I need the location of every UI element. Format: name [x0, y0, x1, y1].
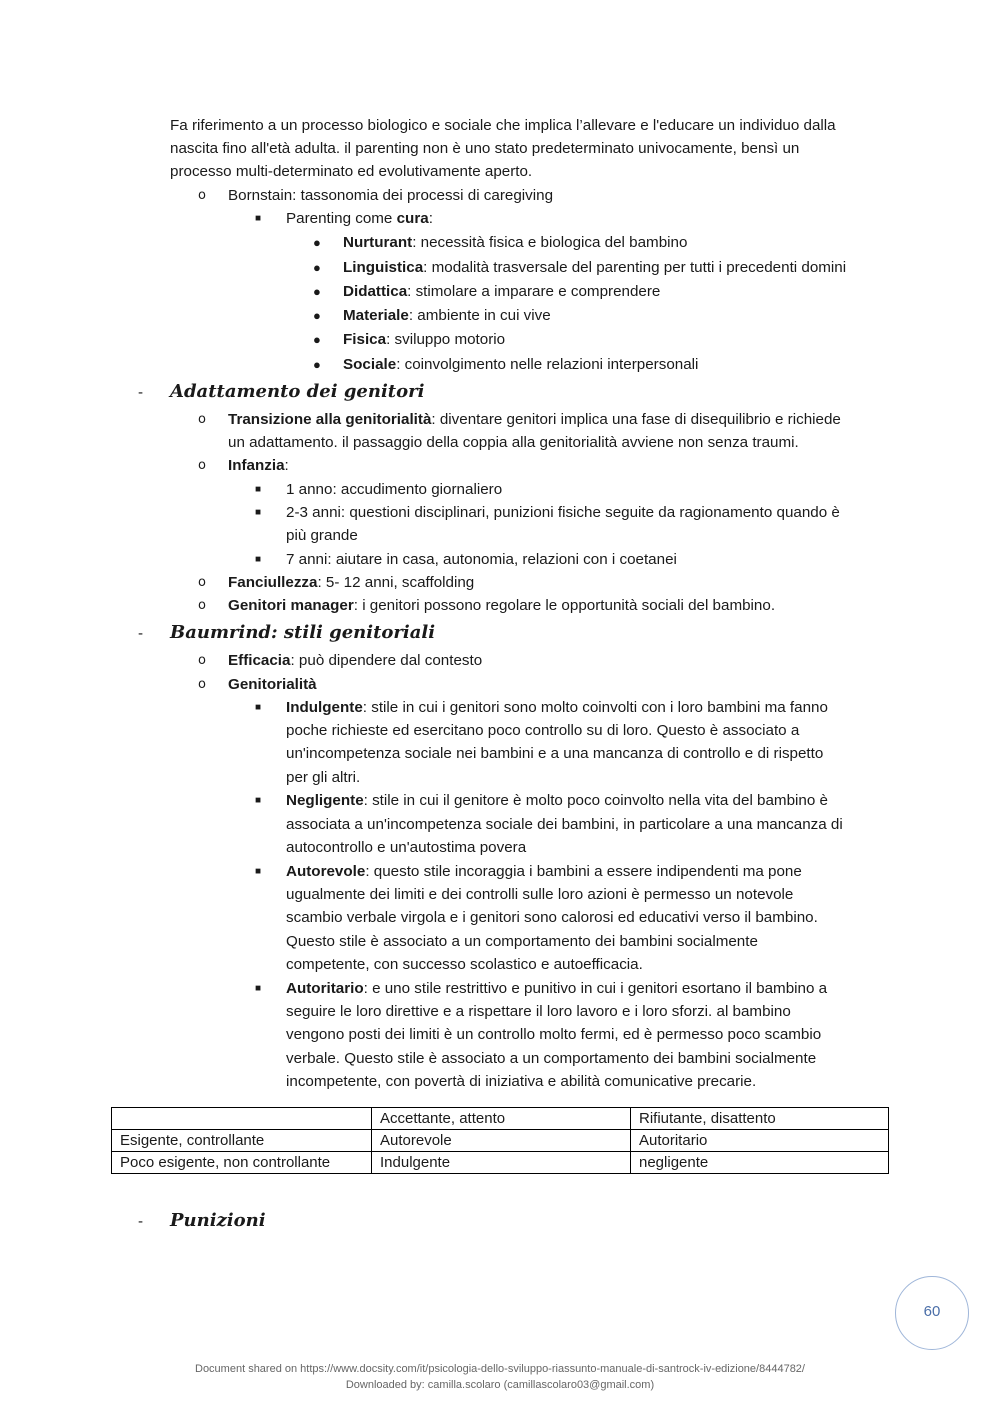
parenting-styles-table — [111, 1107, 889, 1174]
intro-line-2: nascita fino all'età adulta. il parenting non è uno stato predeterminato univocamente, bensì un — [170, 140, 800, 157]
footer-downloaded-by: Downloaded by: camilla.scolaro (camillascolaro03@gmail.com) — [345, 1379, 655, 1391]
square-marker: ■ — [255, 484, 262, 495]
table-cell: negligente — [631, 1152, 889, 1174]
autoritario-line-3: vengono posti dei limiti è un controllo molto fermi, ed è permesso poco scambio — [286, 1026, 822, 1043]
fanciullezza-item: Fanciullezza: 5- 12 anni, scaffolding — [228, 574, 475, 591]
dash-marker: - — [138, 625, 144, 642]
square-marker: ■ — [255, 866, 262, 877]
table-cell: Rifiutante, disattento — [631, 1108, 889, 1130]
autorevole-line-2: ugualmente dei limiti e dei controlli sulle loro azioni è permesso un notevole — [286, 886, 794, 903]
bullet-marker: ● — [313, 332, 321, 347]
efficacia-item: Efficacia: può dipendere dal contesto — [228, 652, 483, 669]
autorevole-line-4: Questo stile è associato a un comportamento dei bambini socialmente — [286, 933, 758, 950]
page-number-badge — [895, 1276, 969, 1350]
negligente-line-1: Negligente: stile in cui il genitore è molto poco coinvolto nella vita del bambino è — [286, 792, 828, 809]
infanzia-2-3-anni-cont: più grande — [286, 527, 358, 544]
square-marker: ■ — [255, 213, 262, 224]
autorevole-line-1: Autorevole: questo stile incoraggia i bambini a essere indipendenti ma pone — [286, 863, 802, 880]
autoritario-line-5: incompetente, con povertà di iniziativa e abilità comunicative precarie. — [286, 1073, 757, 1090]
bullet-marker: ● — [313, 260, 321, 275]
genitori-manager-item: Genitori manager: i genitori possono regolare le opportunità sociali del bambino. — [228, 597, 776, 614]
bullet-marker: ● — [313, 235, 321, 250]
table-row — [112, 1130, 889, 1152]
bullet-marker: ● — [313, 284, 321, 299]
autorevole-line-3: scambio verbale virgola e i genitori sono calorosi ed educativi verso il bambino. — [286, 909, 818, 926]
infanzia-2-3-anni: 2-3 anni: questioni disciplinari, punizioni fisiche seguite da ragionamento quando è — [286, 504, 840, 521]
circle-marker: o — [198, 458, 206, 473]
autoritario-line-4: verbale. Questo stile è associato a un comportamento dei bambini socialmente — [286, 1050, 817, 1067]
autoritario-line-2: seguire le loro direttive e a rispettare il loro lavoro e i loro sforzi. al bambino — [286, 1003, 791, 1020]
table-cell: Esigente, controllante — [112, 1130, 372, 1152]
heading-punizioni: Punizioni — [170, 1210, 266, 1231]
parenting-cura-item: Parenting come cura: — [286, 210, 433, 227]
bornstain-item: Bornstain: tassonomia dei processi di caregiving — [228, 187, 554, 204]
infanzia-1-anno: 1 anno: accudimento giornaliero — [286, 481, 503, 498]
circle-marker: o — [198, 653, 206, 668]
circle-marker: o — [198, 412, 206, 427]
table-cell: Accettante, attento — [372, 1108, 631, 1130]
negligente-line-3: autocontrollo e un'autostima povera — [286, 839, 527, 856]
square-marker: ■ — [255, 983, 262, 994]
bullet-marker: ● — [313, 308, 321, 323]
infanzia-item: Infanzia: — [228, 457, 289, 474]
dash-marker: - — [138, 384, 144, 401]
table-cell: Indulgente — [372, 1152, 631, 1174]
intro-line-3: processo multi-determinato ed evolutivamente aperto. — [170, 163, 533, 180]
genitorialita-item: Genitorialità — [228, 676, 317, 693]
bullet-marker: ● — [313, 357, 321, 372]
indulgente-line-1: Indulgente: stile in cui i genitori sono molto coinvolti con i loro bambini ma fanno — [286, 699, 828, 716]
indulgente-line-4: per gli altri. — [286, 769, 361, 786]
heading-adattamento: Adattamento dei genitori — [170, 381, 425, 402]
table-cell: Poco esigente, non controllante — [112, 1152, 372, 1174]
autorevole-line-5: competente, con successo scolastico e autoefficacia. — [286, 956, 643, 973]
autoritario-line-1: Autoritario: e uno stile restrittivo e punitivo in cui i genitori esortano il bambino a — [286, 980, 828, 997]
intro-line-1: Fa riferimento a un processo biologico e sociale che implica l’allevare e l'educare un individuo dalla — [170, 117, 836, 134]
transizione-line-2: un adattamento. il passaggio della coppia alla genitorialità avviene non senza traumi. — [228, 434, 799, 451]
table-cell: Autorevole — [372, 1130, 631, 1152]
indulgente-line-3: un'incompetenza sociale nei bambini e a una mancanza di controllo e di rispetto — [286, 745, 824, 762]
circle-marker: o — [198, 575, 206, 590]
heading-baumrind: Baumrind: stili genitoriali — [170, 622, 436, 643]
circle-marker: o — [198, 598, 206, 613]
domain-nurturant: Nurturant: necessità fisica e biologica del bambino — [343, 234, 688, 251]
domain-fisica: Fisica: sviluppo motorio — [343, 331, 506, 348]
square-marker: ■ — [255, 795, 262, 806]
transizione-line-1: Transizione alla genitorialità: diventare genitori implica una fase di disequilibrio e richiede — [228, 411, 841, 428]
page-number: 60 — [923, 1303, 941, 1320]
square-marker: ■ — [255, 507, 262, 518]
square-marker: ■ — [255, 702, 262, 713]
circle-marker: o — [198, 677, 206, 692]
domain-didattica: Didattica: stimolare a imparare e comprendere — [343, 283, 661, 300]
table-cell — [112, 1108, 372, 1130]
domain-sociale: Sociale: coinvolgimento nelle relazioni interpersonali — [343, 356, 699, 373]
circle-marker: o — [198, 188, 206, 203]
domain-linguistica: Linguistica: modalità trasversale del parenting per tutti i precedenti domini — [343, 259, 847, 276]
footer-shared-link[interactable]: Document shared on https://www.docsity.com/it/psicologia-dello-sviluppo-riassunto-manuale-di-santrock-iv-edizione/8444782/ — [195, 1363, 805, 1375]
negligente-line-2: associata a un'incompetenza sociale dei bambini, in particolare a una mancanza di — [286, 816, 843, 833]
square-marker: ■ — [255, 554, 262, 565]
table-row — [112, 1108, 889, 1130]
indulgente-line-2: poche richieste ed esercitano poco controllo su di loro. Questo è associato a — [286, 722, 800, 739]
domain-materiale: Materiale: ambiente in cui vive — [343, 307, 551, 324]
dash-marker: - — [138, 1213, 144, 1230]
table-row — [112, 1152, 889, 1174]
infanzia-7-anni: 7 anni: aiutare in casa, autonomia, relazioni con i coetanei — [286, 551, 677, 568]
table-cell: Autoritario — [631, 1130, 889, 1152]
